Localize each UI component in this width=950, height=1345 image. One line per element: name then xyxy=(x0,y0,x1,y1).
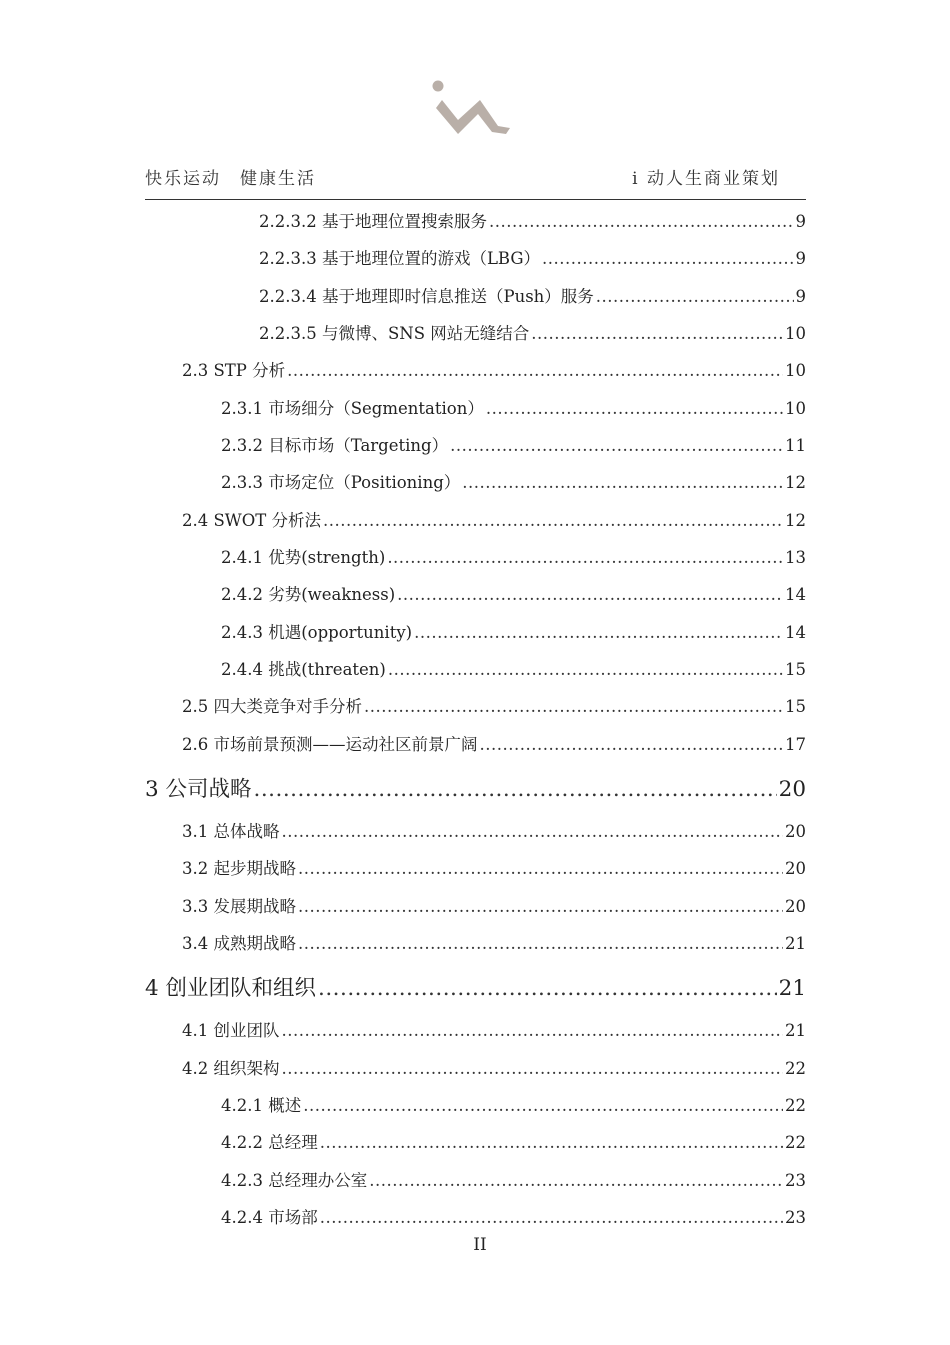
toc-entry-page: 14 xyxy=(785,623,806,642)
toc-entry-page: 20 xyxy=(785,822,806,841)
toc-entry-page: 9 xyxy=(795,287,806,306)
toc-entry-title: 3.2 起步期战略 xyxy=(182,859,296,878)
toc-entry[interactable] xyxy=(182,893,806,919)
toc-leader-dots xyxy=(298,934,783,953)
toc-leader-dots xyxy=(298,859,783,878)
toc-leader-dots xyxy=(320,1133,783,1152)
toc-entry-title: 4.1 创业团队 xyxy=(182,1021,280,1040)
toc-entry-page: 12 xyxy=(785,473,806,492)
toc-entry[interactable] xyxy=(145,772,806,804)
toc-entry-title: 2.4.4 挑战(threaten) xyxy=(221,660,386,679)
toc-entry[interactable] xyxy=(182,1055,806,1081)
toc-entry-page: 9 xyxy=(795,212,806,231)
toc-entry-title: 4.2.3 总经理办公室 xyxy=(221,1171,368,1190)
toc-entry-title: 2.2.3.5 与微博、SNS 网站无缝结合 xyxy=(259,324,530,343)
toc-leader-dots xyxy=(462,473,783,492)
toc-entry-title: 2.3.3 市场定位（Positioning） xyxy=(221,473,461,492)
toc-entry-title: 2.4.1 优势(strength) xyxy=(221,548,386,567)
header-slogan: 快乐运动 健康生活 xyxy=(145,169,316,189)
toc-leader-dots xyxy=(450,436,783,455)
toc-entry[interactable] xyxy=(221,1092,806,1118)
toc-leader-dots xyxy=(387,548,783,567)
toc-entry[interactable] xyxy=(259,208,806,234)
toc-entry-title: 2.3.2 目标市场（Targeting） xyxy=(221,436,449,455)
toc-entry-title: 2.2.3.3 基于地理位置的游戏（LBG） xyxy=(259,249,541,268)
toc-entry-page: 15 xyxy=(785,697,806,716)
toc-entry[interactable] xyxy=(182,930,806,956)
toc-leader-dots xyxy=(282,822,784,841)
toc-entry[interactable] xyxy=(221,395,806,421)
toc-leader-dots xyxy=(320,1208,783,1227)
toc-entry-page: 10 xyxy=(785,399,806,418)
page-number: II xyxy=(473,1235,487,1255)
toc-entry-title: 2.4.2 劣势(weakness) xyxy=(221,585,396,604)
toc-entry[interactable] xyxy=(182,818,806,844)
toc-entry[interactable] xyxy=(221,1129,806,1155)
toc-entry-page: 23 xyxy=(785,1208,806,1227)
toc-entry[interactable] xyxy=(221,1167,806,1193)
toc-leader-dots xyxy=(489,212,794,231)
toc-leader-dots xyxy=(486,399,783,418)
toc-entry[interactable] xyxy=(221,544,806,570)
toc-entry-title: 4.2.2 总经理 xyxy=(221,1133,318,1152)
toc-leader-dots xyxy=(542,249,793,268)
toc-entry-title: 2.2.3.4 基于地理即时信息推送（Push）服务 xyxy=(259,287,594,306)
toc-entry[interactable] xyxy=(221,581,806,607)
toc-entry-title: 2.4 SWOT 分析法 xyxy=(182,511,322,530)
toc-leader-dots xyxy=(364,697,783,716)
toc-entry-title: 3.1 总体战略 xyxy=(182,822,280,841)
toc-entry-title: 2.2.3.2 基于地理位置搜索服务 xyxy=(259,212,487,231)
toc-leader-dots xyxy=(596,287,794,306)
toc-entry-page: 17 xyxy=(785,735,806,754)
toc-entry[interactable] xyxy=(182,357,806,383)
toc-entry[interactable] xyxy=(259,283,806,309)
toc-entry-page: 10 xyxy=(785,361,806,380)
toc-entry-page: 9 xyxy=(795,249,806,268)
toc-entry-page: 22 xyxy=(785,1096,806,1115)
toc-leader-dots xyxy=(303,1096,783,1115)
toc-leader-dots xyxy=(287,361,783,380)
toc-entry-page: 22 xyxy=(785,1133,806,1152)
toc-entry-page: 13 xyxy=(785,548,806,567)
toc-entry-page: 21 xyxy=(785,1021,806,1040)
toc-entry-page: 10 xyxy=(785,324,806,343)
toc-leader-dots xyxy=(531,324,783,343)
toc-leader-dots xyxy=(369,1171,783,1190)
toc-leader-dots xyxy=(254,777,777,802)
toc-entry-title: 2.3.1 市场细分（Segmentation） xyxy=(221,399,484,418)
toc-entry-page: 20 xyxy=(785,859,806,878)
toc-entry-title: 3.4 成熟期战略 xyxy=(182,934,296,953)
toc-entry-page: 20 xyxy=(785,897,806,916)
toc-leader-dots xyxy=(480,735,784,754)
toc-entry[interactable] xyxy=(182,731,806,757)
toc-entry-page: 20 xyxy=(778,777,806,802)
toc-leader-dots xyxy=(298,897,783,916)
toc-leader-dots xyxy=(282,1059,784,1078)
toc-entry-page: 12 xyxy=(785,511,806,530)
toc-entry-title: 3.3 发展期战略 xyxy=(182,897,296,916)
toc-entry[interactable] xyxy=(182,855,806,881)
toc-entry-page: 22 xyxy=(785,1059,806,1078)
toc-entry-title: 4.2.1 概述 xyxy=(221,1096,302,1115)
toc-leader-dots xyxy=(323,511,783,530)
toc-entry[interactable] xyxy=(182,693,806,719)
toc-entry[interactable] xyxy=(182,507,806,533)
toc-entry-title: 4.2.4 市场部 xyxy=(221,1208,318,1227)
toc-entry-page: 21 xyxy=(778,976,806,1001)
toc-entry-title: 2.6 市场前景预测——运动社区前景广阔 xyxy=(182,735,478,754)
toc-leader-dots xyxy=(388,660,783,679)
toc-entry-title: 4 创业团队和组织 xyxy=(145,976,317,1001)
toc-leader-dots xyxy=(318,976,777,1001)
header-document-title: i 动人生商业策划 xyxy=(632,169,780,189)
toc-entry-page: 15 xyxy=(785,660,806,679)
toc-entry[interactable] xyxy=(259,320,806,346)
toc-entry[interactable] xyxy=(221,656,806,682)
toc-entry[interactable] xyxy=(259,245,806,271)
toc-entry[interactable] xyxy=(145,971,806,1003)
toc-entry-page: 11 xyxy=(785,436,806,455)
toc-entry-page: 21 xyxy=(785,934,806,953)
toc-entry-title: 4.2 组织架构 xyxy=(182,1059,280,1078)
toc-entry-title: 2.5 四大类竞争对手分析 xyxy=(182,697,362,716)
toc-entry[interactable] xyxy=(221,432,806,458)
toc-entry[interactable] xyxy=(221,1204,806,1230)
toc-entry-page: 14 xyxy=(785,585,806,604)
toc-entry[interactable] xyxy=(182,1017,806,1043)
toc-entry[interactable] xyxy=(221,619,806,645)
toc-entry-title: 2.4.3 机遇(opportunity) xyxy=(221,623,413,642)
toc-leader-dots xyxy=(414,623,783,642)
toc-entry-page: 23 xyxy=(785,1171,806,1190)
toc-entry-title: 3 公司战略 xyxy=(145,777,252,802)
toc-leader-dots xyxy=(397,585,783,604)
toc-leader-dots xyxy=(282,1021,784,1040)
toc-entry[interactable] xyxy=(221,469,806,495)
toc-entry-title: 2.3 STP 分析 xyxy=(182,361,286,380)
